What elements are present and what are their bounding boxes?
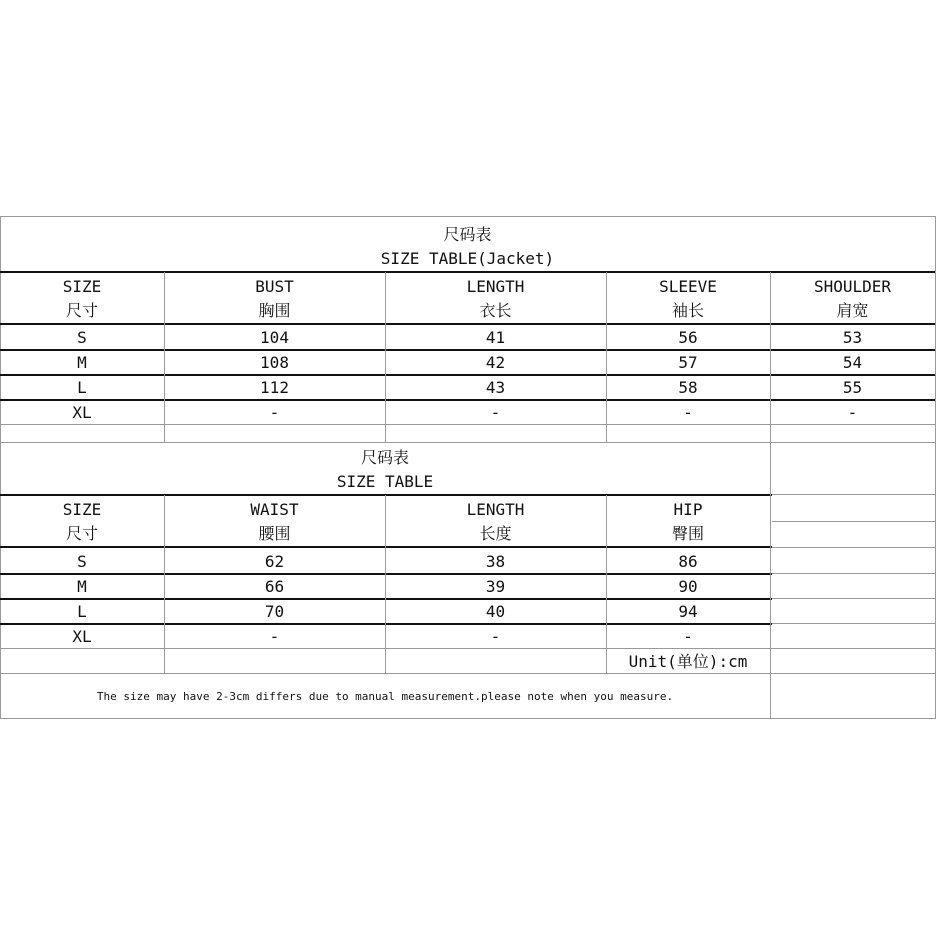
skirt-header-size-en: SIZE [62,500,102,519]
table-cell: - [490,626,501,646]
table-cell: 112 [260,377,289,397]
table-cell: 40 [485,601,506,621]
table-cell: 42 [485,352,506,372]
skirt-header-waist-cn: 腰围 [258,524,291,543]
rule-row [0,349,935,351]
table-cell: 58 [678,377,698,397]
rule-row [772,547,935,548]
col-divider [770,272,771,718]
rule-skirt-header [0,546,772,548]
table-cell: 70 [264,601,285,621]
table-cell: L [77,377,87,397]
table-cell: 57 [678,352,698,372]
measurement-note: The size may have 2-3cm differs due to manual measurement.please note when you measure. [96,689,674,703]
jacket-header-sleeve-en: SLEEVE [659,277,717,296]
skirt-header-hip-en: HIP [673,500,703,519]
rule-row [0,673,935,674]
table-cell: 104 [260,327,289,347]
col-divider [164,495,165,674]
rule-row [0,623,772,625]
rule-row [0,573,772,575]
jacket-header-shoulder-en: SHOULDER [813,277,892,296]
table-cell: - [847,402,858,422]
jacket-header-bust-en: BUST [255,277,294,296]
table-cell: 55 [842,377,863,397]
rule-jacket-title [0,271,935,273]
rule-row [0,648,935,649]
table-cell: M [77,352,87,372]
table-cell: XL [72,626,92,646]
jacket-header-bust-cn: 胸围 [258,301,291,320]
table-cell: M [77,576,87,596]
table-cell: 90 [678,576,698,596]
rule-skirt-title [0,494,772,496]
table-cell: 39 [485,576,506,596]
table-cell: - [683,402,693,422]
skirt-title-cn: 尺码表 [360,448,409,467]
unit-label: Unit(单位):cm [628,651,748,671]
table-cell: XL [72,402,92,422]
jacket-header-size-en: SIZE [62,277,102,296]
table-cell: 41 [485,327,506,347]
skirt-header-hip-cn: 臀围 [671,524,704,543]
col-divider [385,495,386,674]
jacket-header-size-cn: 尺寸 [65,301,98,320]
table-cell: 108 [260,352,289,372]
skirt-header-size-cn: 尺寸 [65,524,98,543]
rule-row [0,399,935,401]
table-cell: 53 [842,327,863,347]
rule-row [0,442,935,443]
table-cell: 56 [678,327,698,347]
jacket-header-shoulder-cn: 肩宽 [836,301,869,320]
table-cell: 38 [485,551,506,571]
col-divider [385,272,386,443]
rule-row [0,424,935,425]
jacket-title-en: SIZE TABLE(Jacket) [380,249,555,268]
table-cell: - [683,626,693,646]
table-cell: 86 [678,551,698,571]
rule-row [772,521,935,522]
table-cell: 54 [842,352,863,372]
jacket-header-length-cn: 衣长 [479,301,512,320]
table-cell: L [77,601,87,621]
table-cell: S [77,551,87,571]
table-cell: 62 [264,551,285,571]
col-divider [164,272,165,443]
rule-row [772,573,935,574]
jacket-title-cn: 尺码表 [443,225,492,244]
skirt-header-waist-en: WAIST [250,500,299,519]
table-cell: 43 [485,377,506,397]
jacket-header-sleeve-cn: 袖长 [671,301,704,320]
rule-jacket-header [0,323,935,325]
jacket-header-length-en: LENGTH [466,277,525,296]
rule-row [0,598,772,600]
rule-row [772,623,935,624]
rule-row [0,374,935,376]
rule-row [772,494,935,495]
table-cell: - [269,626,280,646]
col-divider [606,272,607,443]
skirt-header-length-cn: 长度 [479,524,512,543]
skirt-header-length-en: LENGTH [466,500,525,519]
size-chart-sheet [0,216,935,718]
rule-row [772,598,935,599]
table-cell: S [77,327,87,347]
col-divider [606,495,607,674]
table-cell: 66 [264,576,285,596]
skirt-title-en: SIZE TABLE [336,472,434,491]
table-cell: 94 [678,601,698,621]
table-cell: - [490,402,501,422]
table-cell: - [269,402,280,422]
